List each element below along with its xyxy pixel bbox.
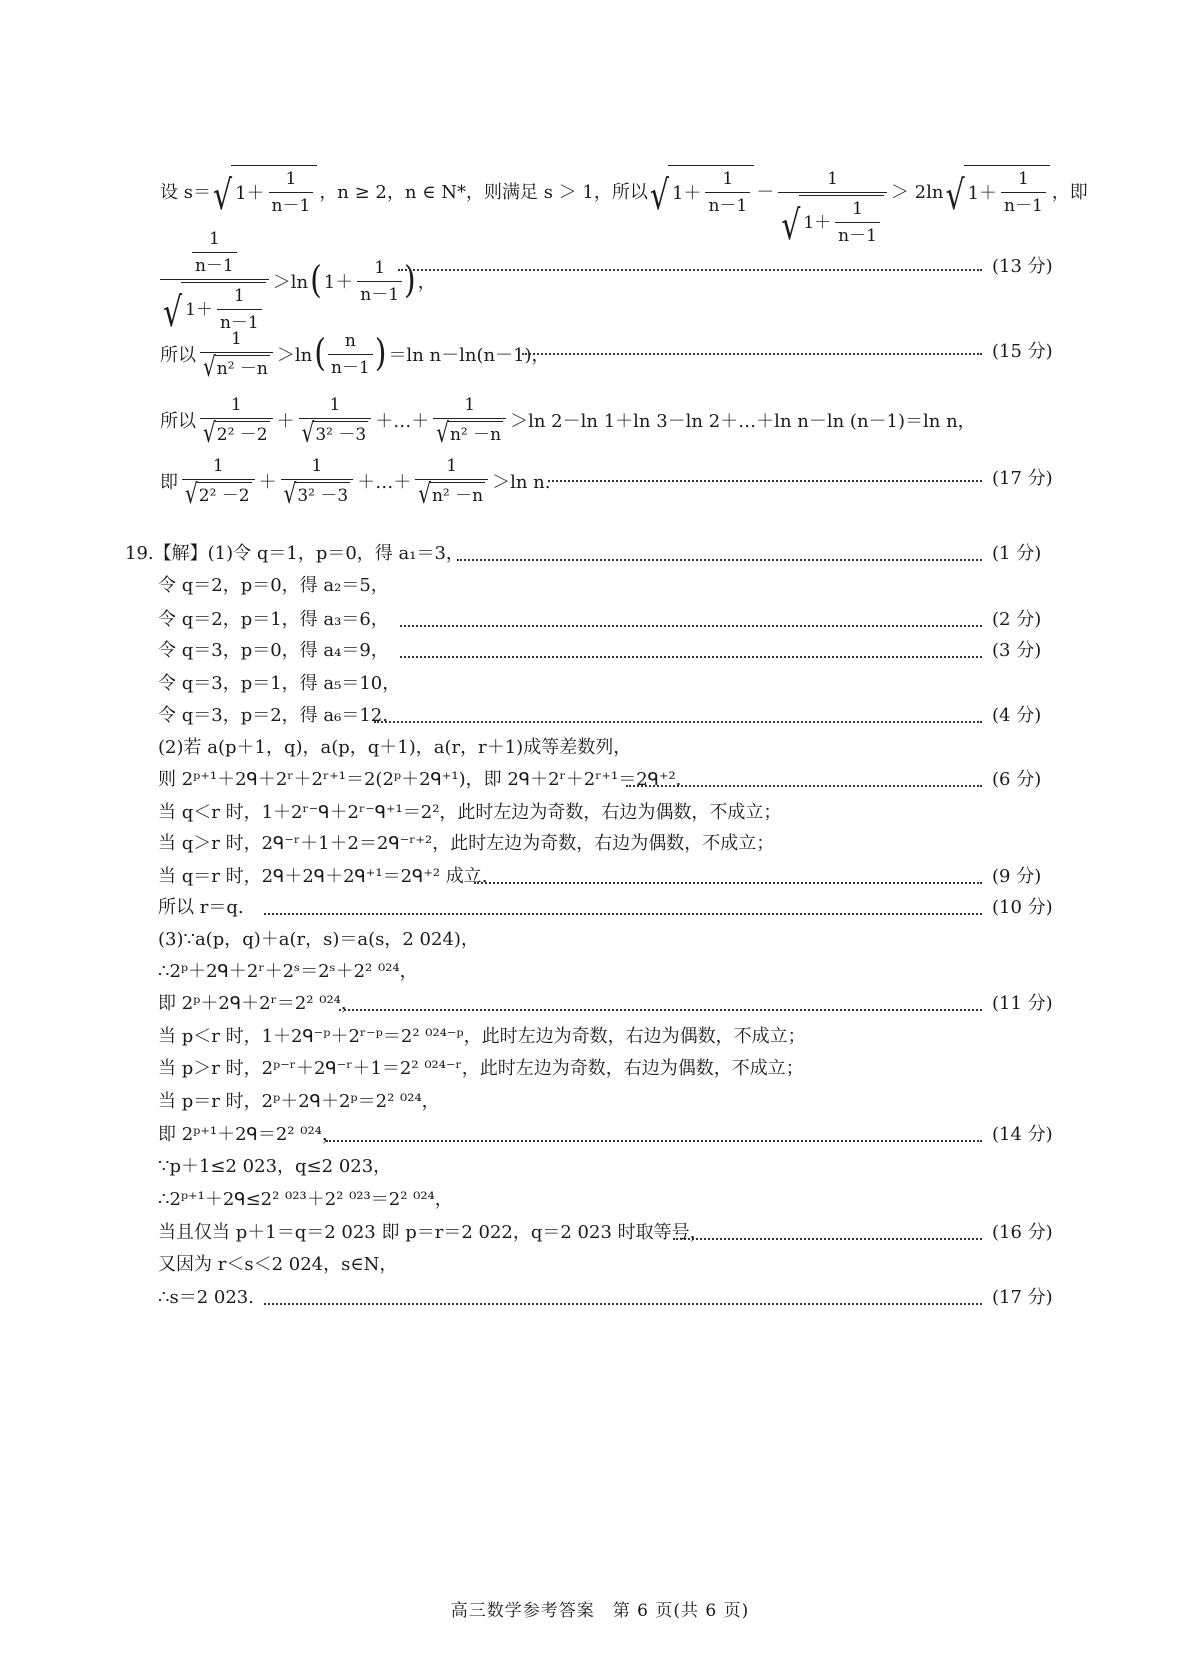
leader-dots — [400, 656, 982, 658]
solution-line-text: 令 q＝3，p＝2，得 a₆＝12. — [158, 705, 388, 726]
solution-line-text: 又因为 r＜s＜2 024，s∈N， — [158, 1254, 398, 1275]
fraction-denominator — [281, 477, 354, 510]
sqrt-expression: √ 2² －2 — [203, 416, 268, 449]
row2-text-2: ， — [417, 272, 436, 293]
leader-dots — [400, 625, 982, 627]
sqrt-inner: 1＋ — [967, 183, 998, 204]
solution-line — [0, 1185, 1200, 1215]
fraction-numerator: n — [344, 330, 356, 351]
sqrt-expression: √ 3² －3 — [283, 477, 349, 510]
solution-line-text: 当 q＞r 时，2ᑫ⁻ʳ＋1＋2＝2ᑫ⁻ʳ⁺²，此时左边为奇数，右边为偶数，不成立； — [158, 833, 775, 854]
solution-line-text: (2)若 a(p＋1，q)，a(p，q＋1)，a(r，r＋1)成等差数列， — [158, 737, 632, 758]
solution-line — [0, 765, 1200, 795]
plus-sign: ＋ — [258, 472, 277, 493]
solution-line-text: 当 p＞r 时，2ᵖ⁻ʳ＋2ᑫ⁻ʳ＋1＝2² ⁰²⁴⁻ʳ，此时左边为奇数，右边为偶数，不成立； — [158, 1058, 804, 1079]
sqrt-expression: √ 2² －2 — [185, 477, 250, 510]
solution-line-text: ∵p＋1≤2 023，q≤2 023， — [158, 1156, 392, 1177]
points-label: (2 分) — [992, 609, 1042, 630]
sqrt-inner: 1＋ — [803, 212, 832, 233]
math-row-1 — [0, 130, 1200, 250]
fraction-numerator: 1 — [827, 169, 838, 189]
solution-line-text: 当 q＝r 时，2ᑫ＋2ᑫ＋2ᑫ⁺¹＝2ᑫ⁺² 成立. — [158, 866, 488, 887]
fraction-numerator: 1 — [212, 456, 224, 476]
sqrt-inner: 1＋ — [671, 183, 702, 204]
solution-line — [0, 925, 1200, 955]
math-row-2 — [0, 228, 1200, 338]
points-label: (6 分) — [992, 769, 1042, 790]
solution-line — [0, 1120, 1200, 1150]
points-label: (16 分) — [992, 1222, 1053, 1243]
fraction-denominator — [200, 416, 273, 449]
solution-line — [0, 893, 1200, 923]
sqrt-inner: 3² －3 — [295, 482, 350, 507]
fraction — [281, 455, 354, 510]
solution-line — [0, 733, 1200, 763]
solution-line-text: 当且仅当 p＋1＝q＝2 023 即 p＝r＝2 022，q＝2 023 时取等号， — [158, 1222, 708, 1243]
points-label: (3 分) — [992, 640, 1042, 661]
row3-text-1: 所以 — [160, 345, 196, 366]
fraction — [299, 394, 372, 449]
solution-line-text: 令 q＝2，p＝0，得 a₂＝5， — [158, 575, 389, 596]
leader-dots — [457, 559, 982, 561]
fraction-denominator — [160, 279, 269, 337]
fraction-denominator — [182, 477, 255, 510]
solution-line-text: 则 2ᵖ⁺¹＋2ᑫ＋2ʳ＋2ʳ⁺¹＝2(2ᵖ＋2ᑫ⁺¹)，即 2ᑫ＋2ʳ＋2ʳ⁺¹＝2ᑫ⁺². — [158, 769, 682, 790]
left-paren: ( — [314, 331, 326, 376]
points-label: (13 分) — [992, 256, 1053, 277]
row5-text-2: ＞ln n. — [492, 472, 551, 493]
fraction — [357, 257, 402, 306]
fraction — [1001, 168, 1046, 217]
fraction-denominator: n－1 — [835, 222, 880, 247]
sqrt-expression: √ n² －n — [436, 416, 502, 449]
solution-line — [0, 1283, 1200, 1313]
right-paren: ) — [404, 258, 416, 303]
leader-dots — [474, 882, 982, 884]
solution-line-text: (3)∵a(p，q)＋a(r，s)＝a(s，2 024)， — [158, 929, 479, 950]
fraction — [415, 455, 488, 510]
points-label: (15 分) — [992, 341, 1053, 362]
points-label: (4 分) — [992, 705, 1042, 726]
fraction-numerator: 1 — [230, 395, 242, 415]
solution-line — [0, 829, 1200, 859]
solution-line-text: 即 2ᵖ＋2ᑫ＋2ʳ＝2² ⁰²⁴， — [158, 993, 359, 1014]
row1-text-4: ，即 — [1051, 181, 1088, 203]
fraction-denominator: n－1 — [217, 309, 262, 334]
fraction-denominator: n－1 — [357, 281, 402, 306]
sqrt-inner: 1＋ — [235, 183, 265, 204]
solution-line-text: ∴2ᵖ＋2ᑫ＋2ʳ＋2ˢ＝2ˢ＋2² ⁰²⁴， — [158, 961, 418, 982]
leader-dots — [326, 1140, 982, 1142]
points-label: (11 分) — [992, 993, 1053, 1014]
fraction-numerator: 1 — [233, 286, 245, 306]
row1-text-2: ，n ≥ 2，n ∈ N*，则满足 s ＞ 1，所以 — [319, 181, 648, 203]
fraction-denominator — [415, 477, 488, 510]
row4-text-2: ＞ln 2－ln 1＋ln 3－ln 2＋…＋ln n－ln (n－1)＝ln n， — [510, 411, 976, 432]
fraction-numerator: 1 — [446, 456, 458, 476]
leader-dots — [398, 269, 982, 271]
fraction-denominator: n－1 — [192, 252, 237, 277]
fraction-denominator — [200, 350, 273, 383]
row1-text-3: ＞ 2ln — [890, 181, 944, 203]
leader-dots — [339, 1009, 982, 1011]
solution-line-text: 当 p＝r 时，2ᵖ＋2ᑫ＋2ᵖ＝2² ⁰²⁴， — [158, 1091, 440, 1112]
solution-line — [0, 989, 1200, 1019]
left-paren: ( — [310, 258, 322, 303]
leader-dots — [626, 785, 982, 787]
sqrt-expression: √ 1＋ $\frac{1}{n-1}$ — [163, 282, 266, 334]
leader-dots — [548, 480, 982, 482]
solution-line — [0, 862, 1200, 892]
fraction — [328, 330, 373, 379]
page-footer: 高三数学参考答案 第 6 页(共 6 页) — [450, 1601, 750, 1621]
solution-line-text: 令 q＝2，p＝1，得 a₃＝6， — [158, 609, 389, 630]
fraction-numerator: 1 — [852, 199, 863, 219]
minus-sign: － — [756, 181, 775, 203]
fraction-denominator: n－1 — [328, 354, 373, 379]
fraction-numerator: 1 — [231, 329, 242, 349]
sqrt-inner: 1＋ — [185, 299, 213, 320]
solution-line — [0, 1152, 1200, 1182]
fraction-denominator: n－1 — [269, 192, 314, 217]
plus-ellipsis: ＋…＋ — [357, 472, 412, 493]
fraction-numerator: 1 — [464, 395, 476, 415]
fraction-numerator: 1 — [722, 168, 734, 189]
row3-text-3: ＝ln n－ln(n－1)， — [388, 345, 550, 366]
fraction — [217, 285, 262, 334]
plus-sign: ＋ — [276, 411, 295, 432]
math-row-4 — [0, 394, 1200, 450]
points-label: (14 分) — [992, 1124, 1053, 1145]
sqrt-expression: √ 1＋ $\frac{1}{n-1}$ — [650, 165, 754, 217]
fraction-numerator: 1 — [285, 168, 297, 189]
fraction-numerator: 1 — [208, 229, 220, 249]
points-label: (17 分) — [992, 468, 1053, 489]
solution-line — [0, 669, 1200, 699]
plus-ellipsis: ＋…＋ — [375, 411, 430, 432]
row3-text-2: ＞ln — [276, 345, 313, 366]
solution-line — [0, 1250, 1200, 1280]
points-label: (1 分) — [992, 543, 1042, 564]
fraction-numerator: 1 — [374, 257, 386, 278]
solution-line-text: 令 q＝3，p＝0，得 a₄＝9， — [158, 640, 389, 661]
solution-line — [0, 636, 1200, 666]
solution-line — [0, 571, 1200, 601]
fraction-numerator — [187, 228, 242, 279]
solution-line — [0, 1087, 1200, 1117]
sqrt-expression: √ 1＋ $\frac{1}{n-1}$ — [213, 165, 317, 217]
solution-line-text: 令 q＝3，p＝1，得 a₅＝10， — [158, 673, 401, 694]
solution-line — [0, 701, 1200, 731]
leader-dots — [264, 913, 982, 915]
sqrt-expression: √ 1＋ $\frac{1}{n-1}$ — [781, 195, 884, 247]
fraction-denominator — [299, 416, 372, 449]
fraction — [182, 455, 255, 510]
math-row-3 — [0, 328, 1200, 384]
fraction-denominator: n－1 — [705, 192, 750, 217]
sqrt-inner: 2² －2 — [197, 482, 252, 507]
solution-line-text: 19.【解】(1)令 q＝1，p＝0，得 a₁＝3， — [125, 543, 464, 564]
sqrt-expression: √ n² －n — [418, 477, 484, 510]
row4-text-1: 所以 — [160, 411, 196, 432]
fraction — [192, 228, 237, 277]
sqrt-inner: n² －n — [215, 355, 270, 380]
solution-line-text: 当 p＜r 时，1＋2ᑫ⁻ᵖ＋2ʳ⁻ᵖ＝2² ⁰²⁴⁻ᵖ，此时左边为奇数，右边为偶数，不成立； — [158, 1026, 806, 1047]
solution-line — [0, 1022, 1200, 1052]
sqrt-inner: 3² －3 — [313, 421, 368, 446]
math-row-5 — [0, 455, 1200, 511]
solution-line-text: ∴2ᵖ⁺¹＋2ᑫ≤2² ⁰²³＋2² ⁰²³＝2² ⁰²⁴， — [158, 1189, 453, 1210]
solution-line — [0, 539, 1200, 569]
fraction-denominator — [433, 416, 506, 449]
fraction — [160, 228, 269, 337]
leader-dots — [522, 353, 982, 355]
row1-text-1: 设 s＝ — [160, 181, 211, 203]
fraction-numerator: 1 — [329, 395, 341, 415]
solution-line — [0, 957, 1200, 987]
solution-line — [0, 798, 1200, 828]
solution-line-text: 所以 r＝q. — [158, 897, 244, 918]
fraction — [200, 328, 273, 383]
sqrt-inner: 2² －2 — [215, 421, 270, 446]
points-label: (17 分) — [992, 1287, 1053, 1308]
sqrt-inner: n² －n — [430, 482, 485, 507]
row2-text-1: ＞ln — [272, 272, 309, 293]
fraction-numerator: 1 — [311, 456, 323, 476]
solution-line — [0, 605, 1200, 635]
leader-dots — [374, 721, 982, 723]
points-label: (10 分) — [992, 897, 1053, 918]
row5-text-1: 即 — [160, 472, 178, 493]
leader-dots — [264, 1303, 982, 1305]
solution-line-text: 即 2ᵖ⁺¹＋2ᑫ＝2² ⁰²⁴， — [158, 1124, 340, 1145]
fraction — [705, 168, 750, 217]
fraction — [433, 394, 506, 449]
solution-line-text: 当 q＜r 时，1＋2ʳ⁻ᑫ＋2ʳ⁻ᑫ⁺¹＝2²，此时左边为奇数，右边为偶数，不成立； — [158, 802, 782, 823]
solution-line-text: ∴s＝2 023. — [158, 1287, 254, 1308]
sqrt-expression: √ n² －n — [203, 350, 268, 383]
fraction — [200, 394, 273, 449]
solution-line — [0, 1054, 1200, 1084]
paren-inner: 1＋ — [323, 272, 354, 293]
sqrt-inner: n² －n — [448, 421, 503, 446]
leader-dots — [673, 1238, 982, 1240]
right-paren: ) — [374, 331, 387, 376]
points-label: (9 分) — [992, 866, 1042, 887]
sqrt-expression: √ 3² －3 — [301, 416, 367, 449]
fraction-numerator: 1 — [1018, 168, 1029, 189]
sqrt-expression: √ 1＋ $\frac{1}{n-1}$ — [945, 165, 1049, 217]
fraction-denominator: n－1 — [1001, 192, 1046, 217]
solution-line — [0, 1218, 1200, 1248]
fraction — [269, 168, 314, 217]
